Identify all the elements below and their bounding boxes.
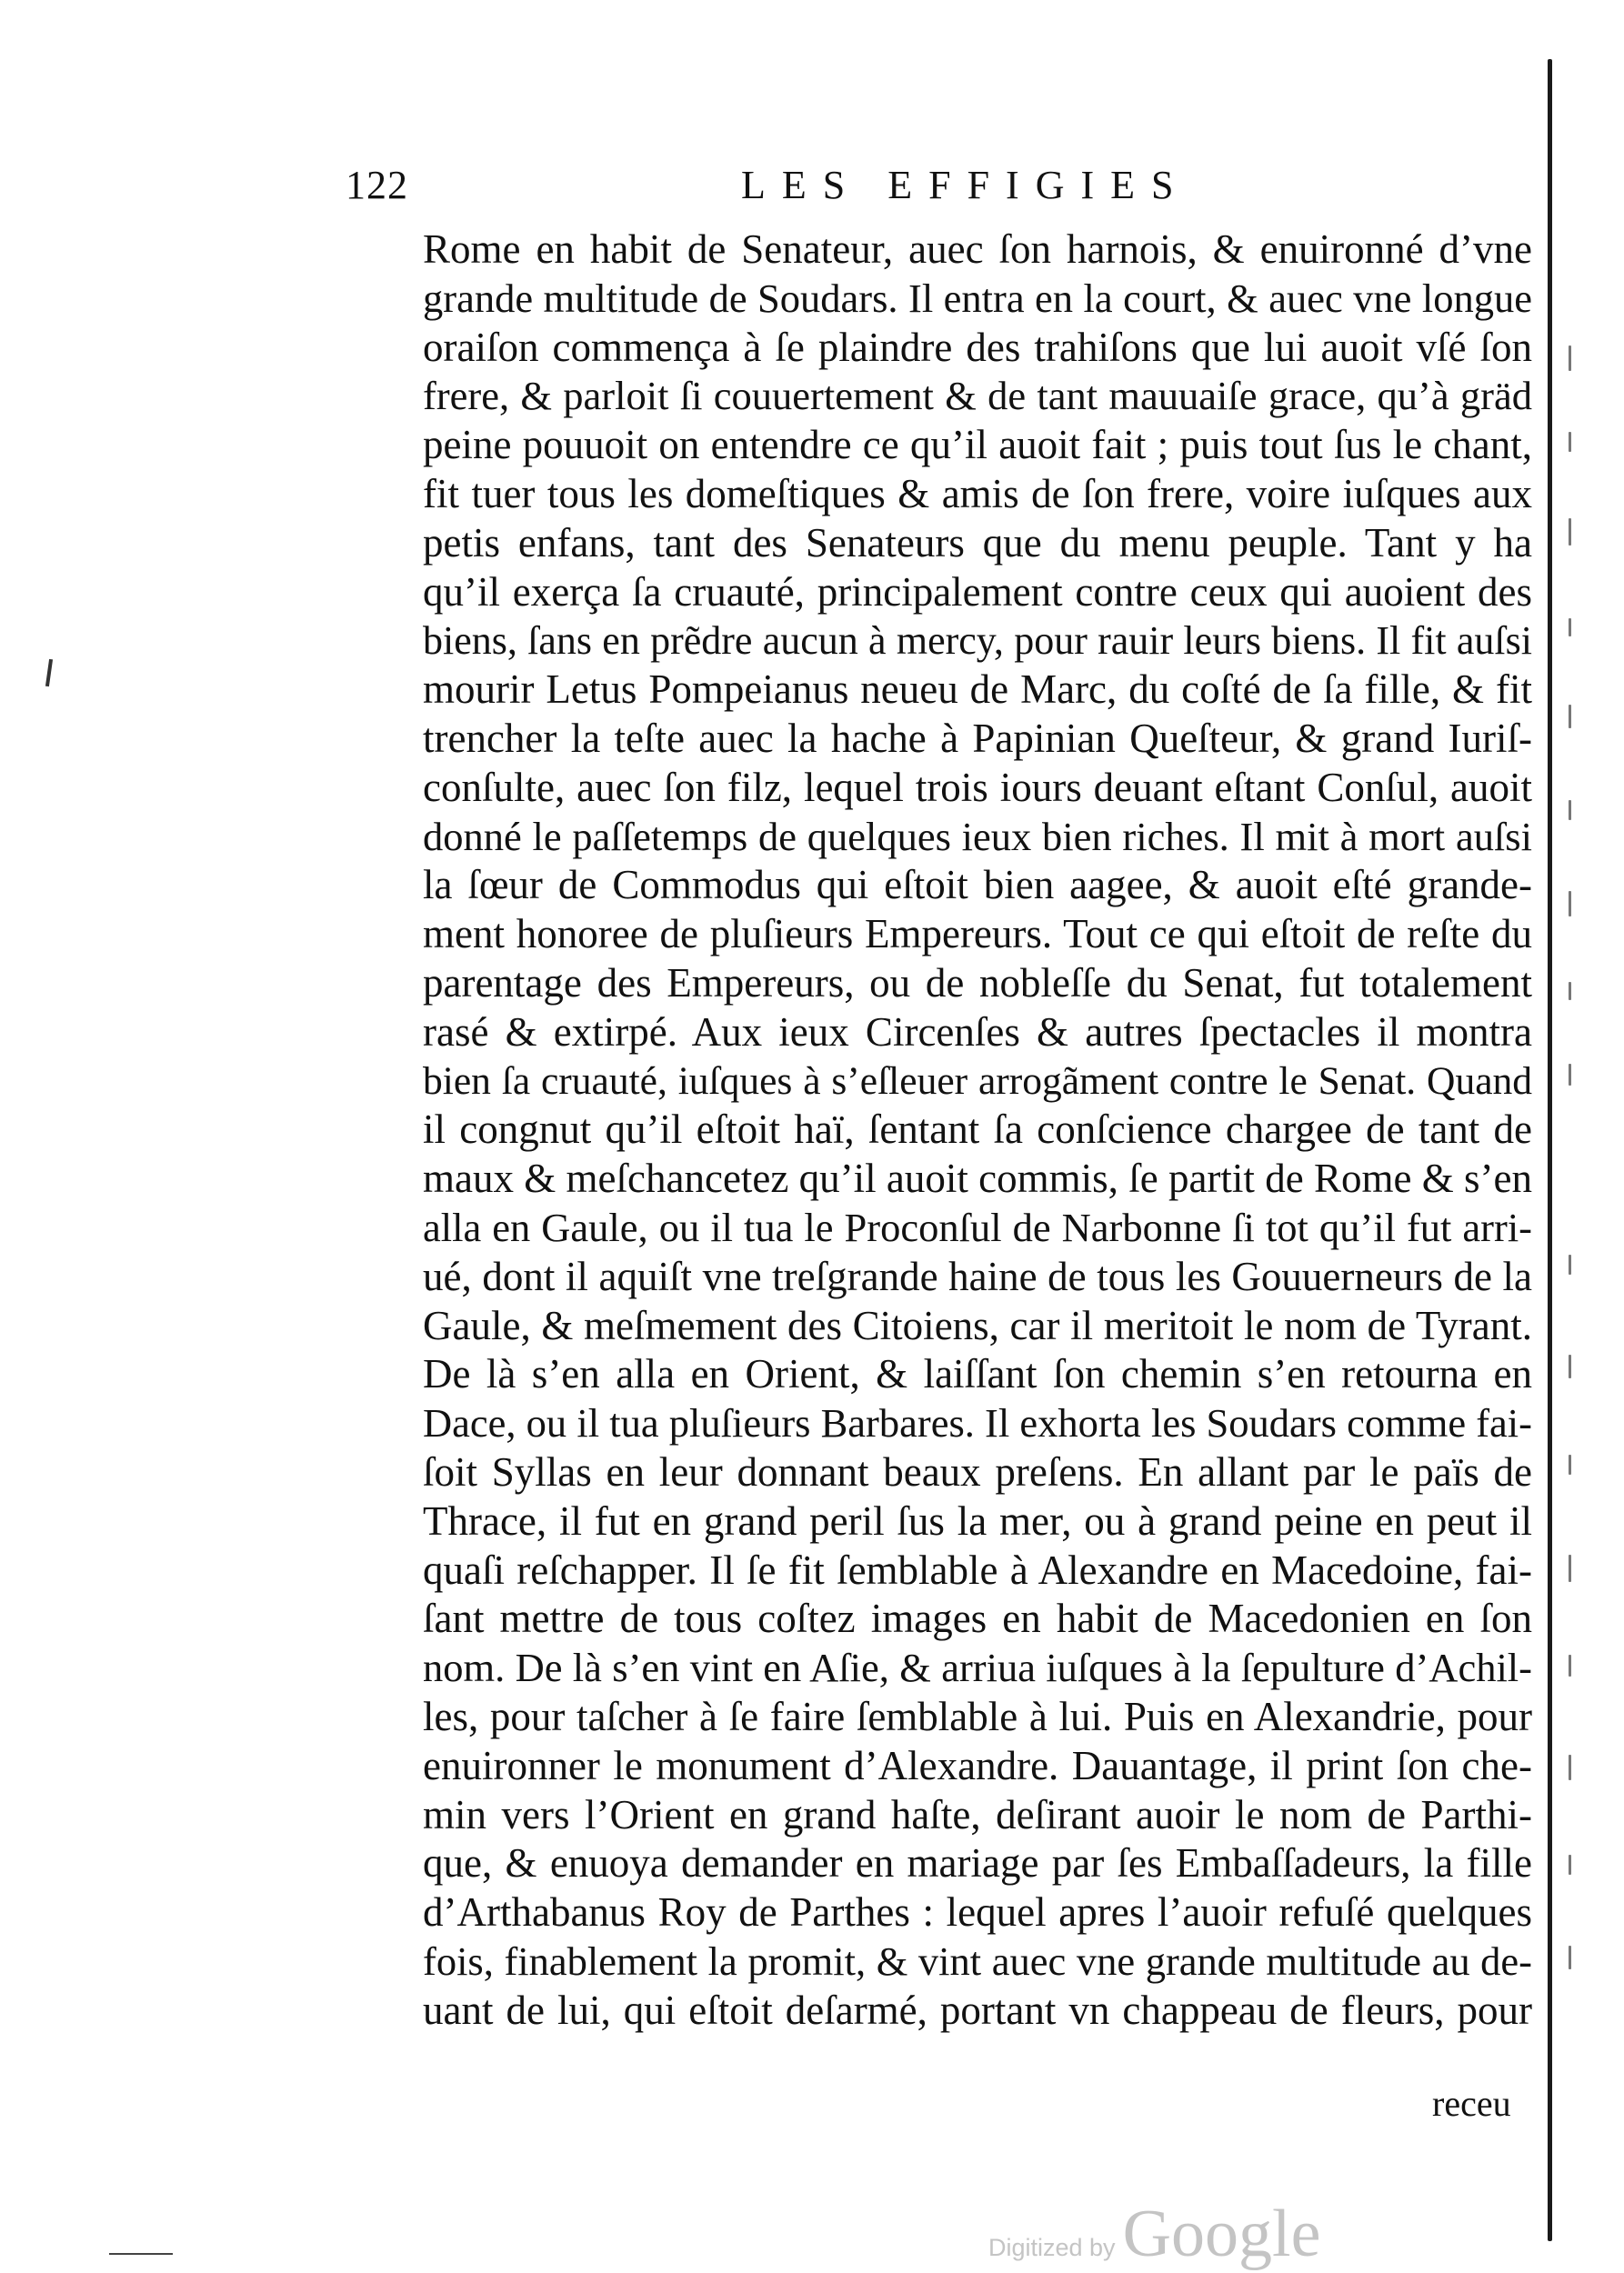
bottom-margin-dash [109, 2253, 173, 2255]
text-line: uant de lui, qui eſtoit deſarmé, portant vn chappeau de fleurs, pour [423, 1987, 1532, 2033]
text-line: ué, dont il aquiſt vne treſgrande haine de tous les Gouuerneurs de la [423, 1253, 1532, 1299]
text-line: d’Arthabanus Roy de Parthes : lequel apres l’auoir refuſé quelques [423, 1889, 1532, 1936]
google-logo: Google [1122, 2197, 1321, 2271]
text-line: les, pour taſcher à ſe faire ſemblable à lui. Puis en Alexandrie, pour [423, 1693, 1532, 1739]
text-line: fit tuer tous les domeſtiques & amis de ſon frere, voire iuſques aux [423, 470, 1532, 516]
text-line: bien ſa cruauté, iuſques à s’eſleuer arrogãment contre le Senat. Quand [423, 1058, 1532, 1103]
text-line: Thrace, il fut en grand peril ſus la mer, ou à grand peine en peut il [423, 1497, 1532, 1544]
text-line: trencher la teſte auec la hache à Papinian Queſteur, & grand Iuriſ- [423, 715, 1532, 761]
text-line: mourir Letus Pompeianus neueu de Marc, du coſté de ſa fille, & fit [423, 666, 1532, 713]
catchword: receu [1432, 2083, 1511, 2124]
running-title: LES EFFIGIES [741, 163, 1190, 207]
text-line: biens, ſans en prẽdre aucun à mercy, pour rauir leurs biens. Il fit auſsi [423, 618, 1532, 664]
text-line: Rome en habit de Senateur, auec ſon harnois, & enuironné d’vne [423, 226, 1532, 272]
text-line: la ſœur de Commodus qui eſtoit bien aagee, & auoit eſté grande- [423, 862, 1532, 908]
page-number: 122 [346, 163, 408, 207]
text-line: quaſi reſchapper. Il ſe fit ſemblable à Alexandre en Macedoine, fai- [423, 1547, 1532, 1593]
google-digitized-watermark [988, 2196, 1320, 2273]
text-line: Gaule, & meſmement des Citoiens, car il meritoit le nom de Tyrant. [423, 1302, 1532, 1348]
text-line: parentage des Empereurs, ou de nobleſſe du Senat, fut totalement [423, 959, 1532, 1006]
text-line: il congnut qu’il eſtoit haï, ſentant ſa conſcience chargee de tant de [423, 1106, 1532, 1153]
text-line: nom. De là s’en vint en Aſie, & arriua iuſques à la ſepulture d’Achil- [423, 1645, 1532, 1691]
page-edge-rule [1548, 59, 1552, 2241]
margin-ink-mark [45, 659, 53, 686]
text-line: peine pouuoit on entendre ce qu’il auoit fait ; puis tout ſus le chant, [423, 422, 1532, 468]
text-line: frere, & parloit ſi couuertement & de tant mauuaiſe grace, qu’à gräd [423, 373, 1532, 419]
text-line: alla en Gaule, ou il tua le Proconſul de Narbonne ſi tot qu’il fut arri- [423, 1204, 1532, 1250]
text-line: enuironner le monument d’Alexandre. Dauantage, il print ſon che- [423, 1742, 1532, 1788]
text-line: conſulte, auec ſon filz, lequel trois iours deuant eſtant Conſul, auoit [423, 764, 1532, 810]
text-line: petis enfans, tant des Senateurs que du menu peuple. Tant y ha [423, 519, 1532, 566]
text-line: ſoit Syllas en leur donnant beaux preſens. En allant par le païs de [423, 1448, 1532, 1495]
text-line: rasé & extirpé. Aux ieux Circenſes & autres ſpectacles il montra [423, 1008, 1532, 1055]
text-line: donné le paſſetemps de quelques ieux bien riches. Il mit à mort auſsi [423, 813, 1532, 859]
watermark-prefix: Digitized by [988, 2234, 1116, 2261]
text-line: qu’il exerça ſa cruauté, principalement contre ceux qui auoient des [423, 568, 1532, 615]
page-edge-marks [1569, 345, 1578, 2000]
text-line: ment honoree de pluſieurs Empereurs. Tout ce qui eſtoit de reſte du [423, 911, 1532, 957]
text-line: Dace, ou il tua pluſieurs Barbares. Il exhorta les Soudars comme fai- [423, 1400, 1532, 1447]
text-line: grande multitude de Soudars. Il entra en la court, & auec vne longue [423, 275, 1532, 321]
text-line: De là s’en alla en Orient, & laiſſant ſon chemin s’en retourna en [423, 1351, 1532, 1397]
text-line: min vers l’Orient en grand haſte, deſirant auoir le nom de Parthi- [423, 1791, 1532, 1837]
text-line: que, & enuoya demander en mariage par ſes Embaſſadeurs, la fille [423, 1840, 1532, 1887]
text-line: fois, finablement la promit, & vint auec vne grande multitude au de- [423, 1938, 1532, 1984]
body-text [423, 225, 1532, 2035]
text-line: maux & meſchancetez qu’il auoit commis, ſe partit de Rome & s’en [423, 1156, 1532, 1202]
text-line: oraiſon commença à ſe plaindre des trahiſons que lui auoit vſé ſon [423, 324, 1532, 370]
text-line: ſant mettre de tous coſtez images en habit de Macedonien en ſon [423, 1596, 1532, 1642]
